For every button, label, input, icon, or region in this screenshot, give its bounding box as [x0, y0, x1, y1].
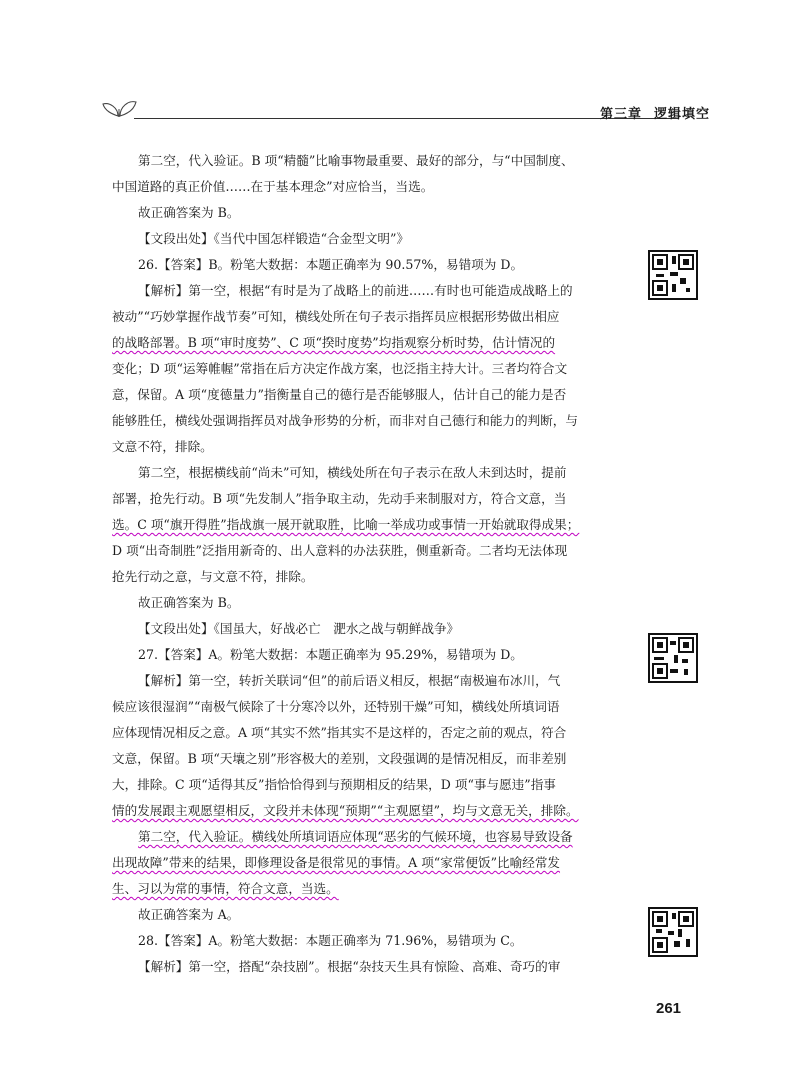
- question-27-answer: 27.【答案】A。粉笔大数据：本题正确率为 95.29%，易错项为 D。: [138, 647, 523, 662]
- text-line: 能够胜任，横线处强调指挥员对战争形势的分析，而非对自己德行和能力的判断，与: [112, 413, 578, 428]
- text-line: 抢先行动之意，与文意不符，排除。: [112, 569, 314, 584]
- text-line: 大，排除。C 项“适得其反”指恰恰得到与预期相反的结果，D 项“事与愿违”指事: [112, 777, 556, 792]
- text-line: 文意，保留。B 项“天壤之别”形容极大的差别，文段强调的是情况相反，而非差别: [112, 751, 567, 766]
- text-line: 中国道路的真正价值……在于基本理念”对应恰当，当选。: [112, 179, 434, 194]
- text-line: 被动”“巧妙掌握作战节奏”可知，横线处所在句子表示指挥员应根据形势做出相应: [112, 309, 560, 324]
- text-line: 生、习以为常的事情，符合文意，当选。: [112, 881, 339, 896]
- chapter-label: 第三章: [599, 107, 642, 122]
- text-line: 变化；D 项“运筹帷幄”常指在后方决定作战方案，也泛指主持大计。三者均符合文: [112, 361, 568, 376]
- page-body: [112, 148, 628, 980]
- question-26-answer: 26.【答案】B。粉笔大数据：本题正确率为 90.57%，易错项为 D。: [138, 257, 524, 272]
- text-line: 选。C 项“旗开得胜”指战旗一展开就取胜，比喻一举成功或事情一开始就取得成果；: [112, 517, 580, 532]
- text-line: 应体现情况相反之意。A 项“其实不然”指其实不是这样的，否定之前的观点，符合: [112, 725, 567, 740]
- text-line: 第二空，代入验证。横线处所填词语应体现“恶劣的气候环境，也容易导致设备: [138, 829, 573, 844]
- qr-code-icon[interactable]: [648, 907, 698, 957]
- question-28-answer: 28.【答案】A。粉笔大数据：本题正确率为 71.96%，易错项为 C。: [138, 933, 523, 948]
- text-line: 第二空，代入验证。B 项“精髓”比喻事物最重要、最好的部分，与“中国制度、: [138, 153, 574, 168]
- text-line: 第二空，根据横线前“尚未”可知，横线处所在句子表示在敌人未到达时，提前: [138, 465, 567, 480]
- answer-line: 故正确答案为 B。: [138, 595, 240, 610]
- question-27-analysis: 【解析】第一空，转折关联词“但”的前后语义相反，根据“南极遍布冰川，气: [138, 673, 561, 688]
- sprout-icon: [100, 96, 140, 118]
- page-number: 261: [656, 1000, 682, 1017]
- qr-code-icon[interactable]: [648, 250, 698, 300]
- question-26-analysis: 【解析】第一空，根据“有时是为了战略上的前进……有时也可能造成战略上的: [138, 283, 573, 298]
- text-line: 出现故障”带来的结果，即修理设备是很常见的事情。A 项“家常便饭”比喻经常发: [112, 855, 561, 870]
- answer-line: 故正确答案为 A。: [138, 907, 240, 922]
- text-line: 的战略部署。B 项“审时度势”、C 项“揆时度势”均指观察分析时势，估计情况的: [112, 335, 556, 350]
- source-line: 【文段出处】《当代中国怎样锻造“合金型文明”》: [138, 231, 410, 246]
- text-line: 文意不符，排除。: [112, 439, 213, 454]
- answer-line: 故正确答案为 B。: [138, 205, 240, 220]
- text-line: 意，保留。A 项“度德量力”指衡量自己的德行是否能够服人，估计自己的能力是否: [112, 387, 567, 402]
- text-line: 候应该很湿润”“南极气候除了十分寒冷以外，还特别干燥”可知，横线处所填词语: [112, 699, 560, 714]
- text-line: 情的发展跟主观愿望相反，文段并未体现“预期”“主观愿望”，均与文意无关，排除。: [112, 803, 579, 818]
- section-label: 逻辑填空: [653, 107, 710, 122]
- page-header: [100, 96, 710, 126]
- text-line: D 项“出奇制胜”泛指用新奇的、出人意料的办法获胜，侧重新奇。二者均无法体现: [112, 543, 568, 558]
- text-line: 部署，抢先行动。B 项“先发制人”指争取主动，先动手来制服对方，符合文意，当: [112, 491, 567, 506]
- chapter-heading: [588, 103, 710, 122]
- qr-code-icon[interactable]: [648, 633, 698, 683]
- source-line: 【文段出处】《国虽大，好战必亡 淝水之战与朝鲜战争》: [138, 621, 460, 636]
- question-28-analysis: 【解析】第一空，搭配“杂技剧”。根据“杂技天生具有惊险、高难、奇巧的审: [138, 959, 561, 974]
